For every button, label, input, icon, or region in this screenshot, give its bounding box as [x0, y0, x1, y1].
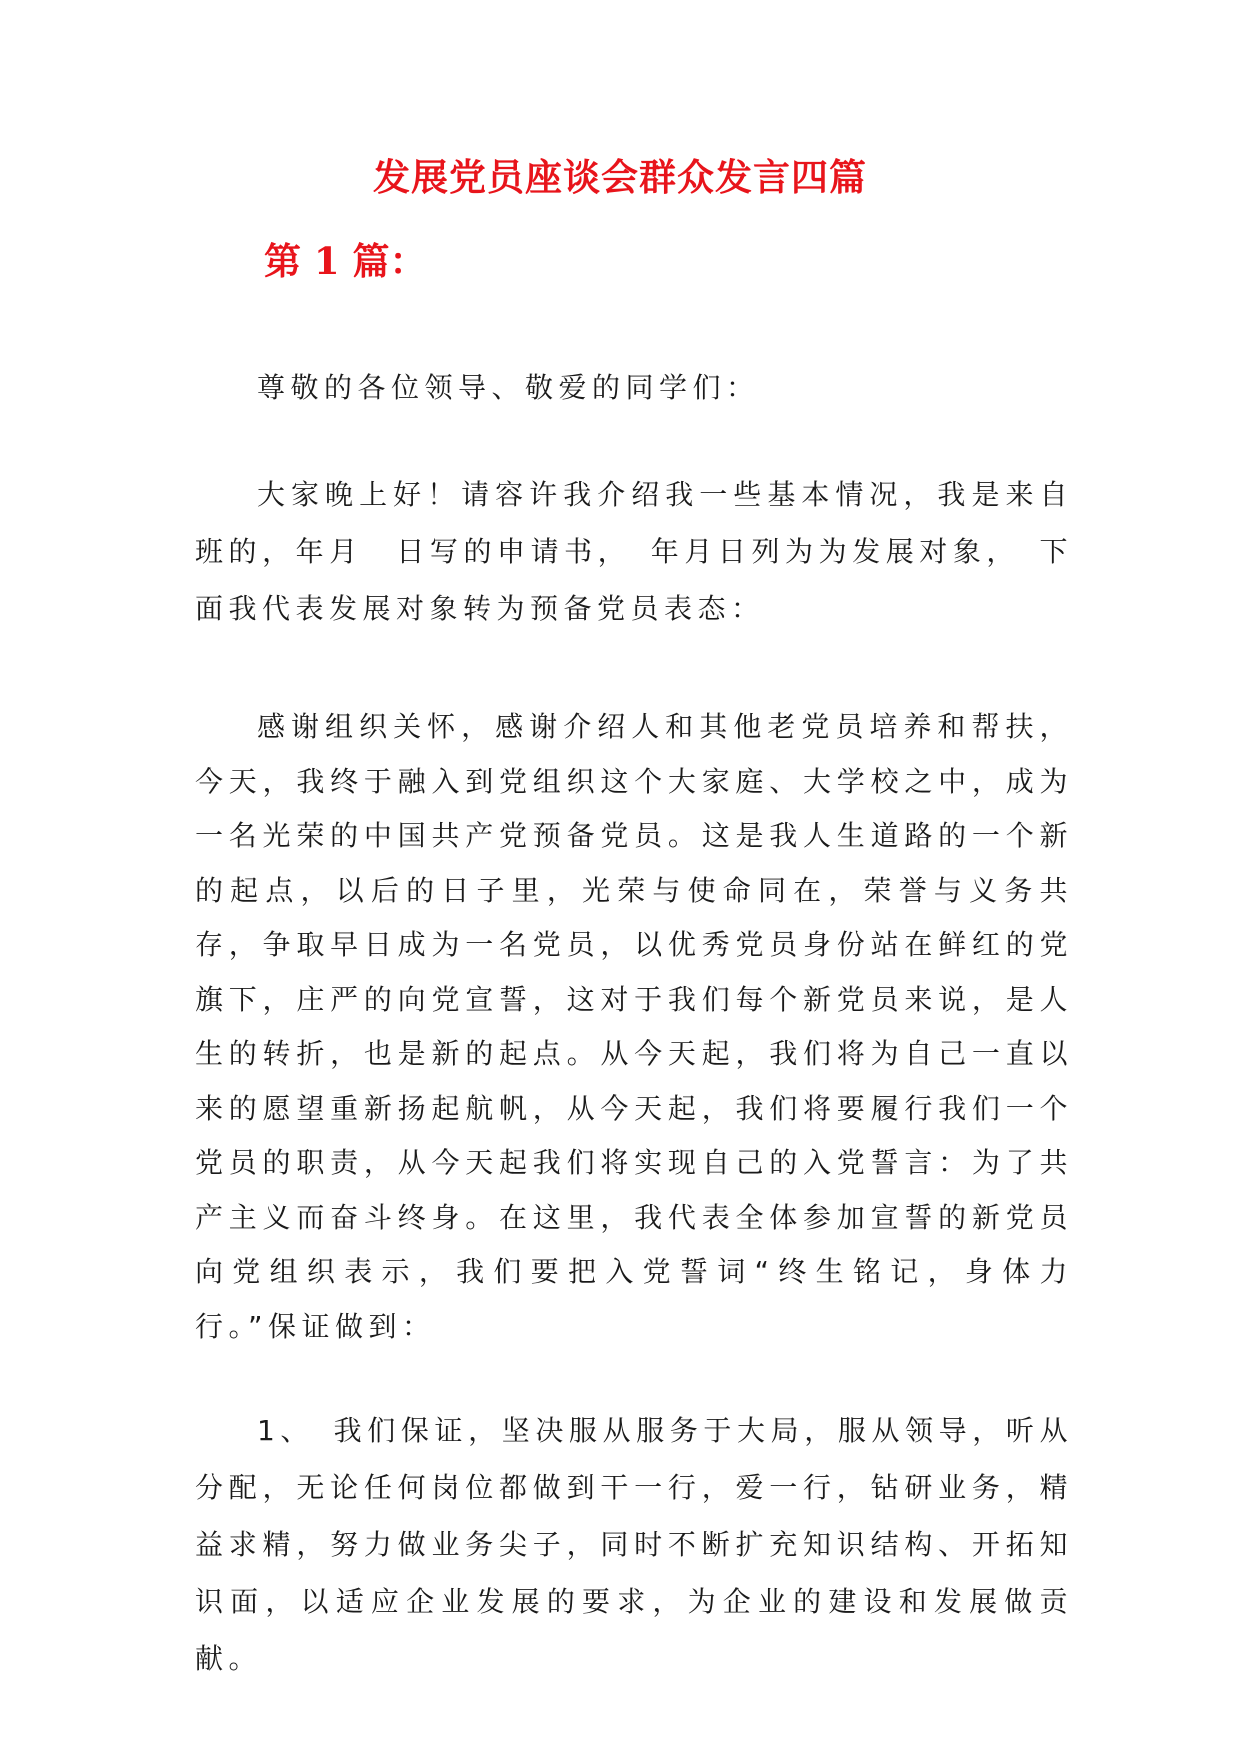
document-title: 发展党员座谈会群众发言四篇 — [373, 155, 867, 199]
intro-paragraph: 大家晚上好！请容许我介绍我一些基本情况，我是来自班的，年月 日写的申请书， 年月日列为为发展对象， 下面我代表发展对象转为预备党员表态： — [195, 478, 1073, 625]
section-heading: 第 1 篇： — [264, 239, 427, 283]
body-paragraph: 感谢组织关怀，感谢介绍人和其他老党员培养和帮扶，今天，我终于融入到党组织这个大家庭、大学校之中，成为一名光荣的中国共产党预备党员。这是我人生道路的一个新的起点，以后的日子里，光荣与使命同在，荣誉与义务共存，争取早日成为一名党员，以优秀党员身份站在鲜红的党旗下，庄严的向党宣誓，这对于我们每个新党员来说，是人生的转折，也是新的起点。从今天起，我们将为自己一直以来的愿望重新扬起航帆，从今天起，我们将要履行我们一个党员的职责，从今天起我们将实现自己的入党誓言：为了共产主义而奋斗终身。在这里，我代表全体参加宣誓的新党员向党组织表示，我们要把入党誓词“终生铭记，身体力行。”保证做到： — [195, 710, 1073, 1343]
list-item-1-paragraph: 1、 我们保证，坚决服从服务于大局，服从领导，听从分配，无论任何岗位都做到干一行，爱一行，钻研业务，精益求精，努力做业务尖子，同时不断扩充知识结构、开拓知识面，以适应企业发展的要求，为企业的建设和发展做贡献。 — [195, 1414, 1073, 1675]
greeting-paragraph: 尊敬的各位领导、敬爱的同学们： — [257, 371, 760, 404]
